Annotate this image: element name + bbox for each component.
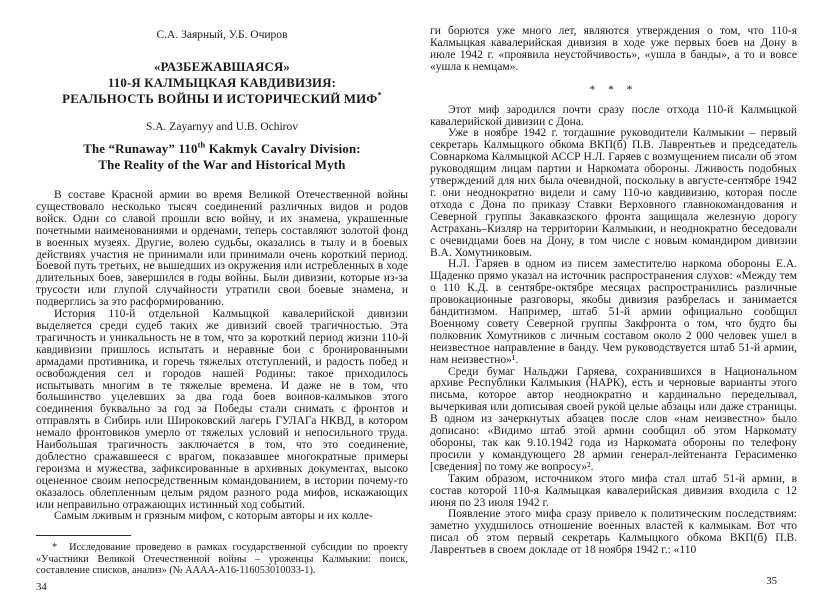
ordinal-superscript: th [197, 140, 206, 150]
left-page-body [36, 190, 408, 523]
title-ru-line-3: РЕАЛЬНОСТЬ ВОЙНЫ И ИСТОРИЧЕСКИЙ МИФ* [62, 90, 382, 106]
page-34 [36, 26, 408, 591]
page-number-right: 35 [766, 575, 777, 587]
section-separator: * * * [589, 83, 638, 96]
paragraph: Среди бумаг Нальджи Гаряева, сохранившихся в Национальном архиве Республики Калмыкия (НАРК), есть и черновые варианты этого письма, которое автор неоднократно и кардинально переделывал, вычеркивая или дописывая своей рукой целые абзацы или даже страницы. В одном из зачеркнутых абзацев после слов «нам неизвестно» было дописано: «Видимо штаб этой армии сообщил об этом Наркомату обороны, так как 9.10.1942 года из Наркомата обороны по телефону просили у командующего 28 армии генерал-лейтенанта Герасименко [сведения] по тому же вопросу»². [430, 365, 797, 473]
paragraph-continuation: ги борются уже много лет, являются утверждения о том, что 110-я Калмыцкая кавалерийская дивизия в ходе уже первых боев на Дону в июле 1942 г. «проявила неустойчивость», «ушла в банды», а то и вовсе «ушла к немцам». [430, 25, 797, 73]
title-ru-line-2: 110-Я КАЛМЫЦКАЯ КАВДИВИЗИЯ: [107, 76, 337, 90]
authors-russian: С.А. Заярный, У.Б. Очиров [156, 29, 288, 41]
page-number-left: 34 [36, 581, 47, 593]
page-35 [430, 26, 797, 591]
paragraph: Н.Л. Гаряев в одном из писем заместителю наркома обороны Е.А. Щаденко прямо указал на источник распространения слухов: «Между тем о 110 К.Д. в сентябре-октябре месяцах распространились различные провокационные разговоры, якобы дивизия разбрелась и занимается бандитизмом. Например, штаб 51-й армии официально сообщил Военному совету Северной группы Закфронта о том, что будто бы полковник Хомутников с личным составом около 2 000 человек ушел в неизвестное направление в банду. Чем руководствуется штаб 51-й армии, нам неизвестно»¹. [430, 258, 797, 366]
title-en-line-1: The “Runaway” 110th Kakmyk Cavalry Division: [83, 140, 361, 156]
authors-english: S.A. Zayarnyy and U.B. Ochirov [145, 121, 299, 133]
paragraph: Этот миф зародился почти сразу после отхода 110-й Калмыцкой кавалерийской дивизии с Дона. [430, 103, 797, 128]
footnote-text: Исследование проведено в рамках государственной субсидии по проекту «Участники Великой Отечественной войны – уроженцы Калмыкии: поиск, составление списков, анализ» (№ АААА-А16-116053010033-1). [36, 542, 408, 576]
paragraph: Таким образом, источником этого мифа стал штаб 51-й армии, в состав которой 110-я Калмыцкая кавалерийская дивизия входила с 12 июня по 23 июля 1942 г. [430, 472, 797, 509]
paragraph: Уже в ноябре 1942 г. тогдашние руководители Калмыкии – первый секретарь Калмыцкого обкома ВКП(б) П.В. Лаврентьев и председатель Совнаркома Калмыцкой АССР Н.Л. Гаряев с возмущением писали об этом руководящим лицам партии и Наркомата обороны. Лживость подобных утверждений для них была очевидной, поскольку в августе-сентябре 1942 г. они неоднократно видели и саму 110-ю кавдивизию, которая после отхода с Дона по приказу Ставки Верховного главнокомандования и Северной группы Закавказского фронта защищала железную дорогу Астрахань–Кизляр на территории Калмыкии, и неоднократно беседовали с очевидцами боев на Дону, в том числе с новым командиром дивизии В.А. Хомутниковым. [430, 127, 797, 259]
title-ru-line-1: «РАЗБЕЖАВШАЯСЯ» [153, 60, 291, 74]
paragraph: Самым лживым и грязным мифом, с которым авторы и их колле- [54, 510, 373, 523]
footnote-block [36, 535, 408, 577]
paragraph: Появление этого мифа сразу привело к политическим последствиям: заметно ухудшилось отношение военных властей к калмыкам. Вот что писал об этом первый секретарь Калмыцкого обкома ВКП(б) П.В. Лаврентьев в своем докладе от 18 ноября 1942 г.: «110 [430, 508, 797, 557]
title-footnote-asterisk: * [377, 90, 382, 100]
footnote-marker: * [52, 542, 58, 553]
paragraph: В составе Красной армии во время Великой Отечественной войны существовало несколько тысяч соединений различных видов и родов войск. Одни со славой прошли всю войну, и их знамена, украшенные почетными наименованиями и орденами, теперь составляют золотой фонд в военных музеях. Другие, волею судьбы, оказались в тылу и в боевых действиях участия не принимали или принимали очень короткий период. Боевой путь третьих, не вышедших из окружения или истребленных в ходе длительных боев, завершился в годы войны. Были дивизии, которые из-за трусости или глупой случайности утратили свои боевые знамена, и подверглись за это расформированию. [36, 189, 408, 309]
article-title-english [36, 141, 408, 173]
title-en-line-2: The Reality of the War and Historical Myth [98, 158, 346, 172]
footnote-divider [36, 535, 131, 536]
paragraph: История 110-й отдельной Калмыцкой кавалерийской дивизии выделяется среди судеб таких же дивизий своей трагичностью. Эта трагичность и уникальность не в том, что за короткий период жизни 110-й кавдивизии пришлось испытать и неравные бои с бронированными армадами противника, и горечь тяжелых отступлений, и радость побед и освобождения сел и городов нашей Родины: такое приходилось испытывать многим в те тяжелые времена. И даже не в том, что большинство уцелевших за два года боев воинов-калмыков этого соединения буквально за год за Победы стали снимать с фронтов и отправлять в Сибирь или Широковский лагерь ГУЛАГа НКВД, в котором немало фронтовиков умерло от тяжелых условий и непосильного труда. Наибольшая трагичность заключается в том, что это соединение, доблестно сражавшееся с врагом, показавшее многократные примеры героизма и мужества, зафиксированные в архивных документах, высоко оцененное своим непосредственным командованием, в истории почему-то оказалось облепленным целым рядом разного рода мифов, искажающих или неправильно отражающих истинный ход событий. [36, 308, 408, 511]
footnote [36, 542, 408, 577]
article-title-russian [36, 59, 408, 107]
